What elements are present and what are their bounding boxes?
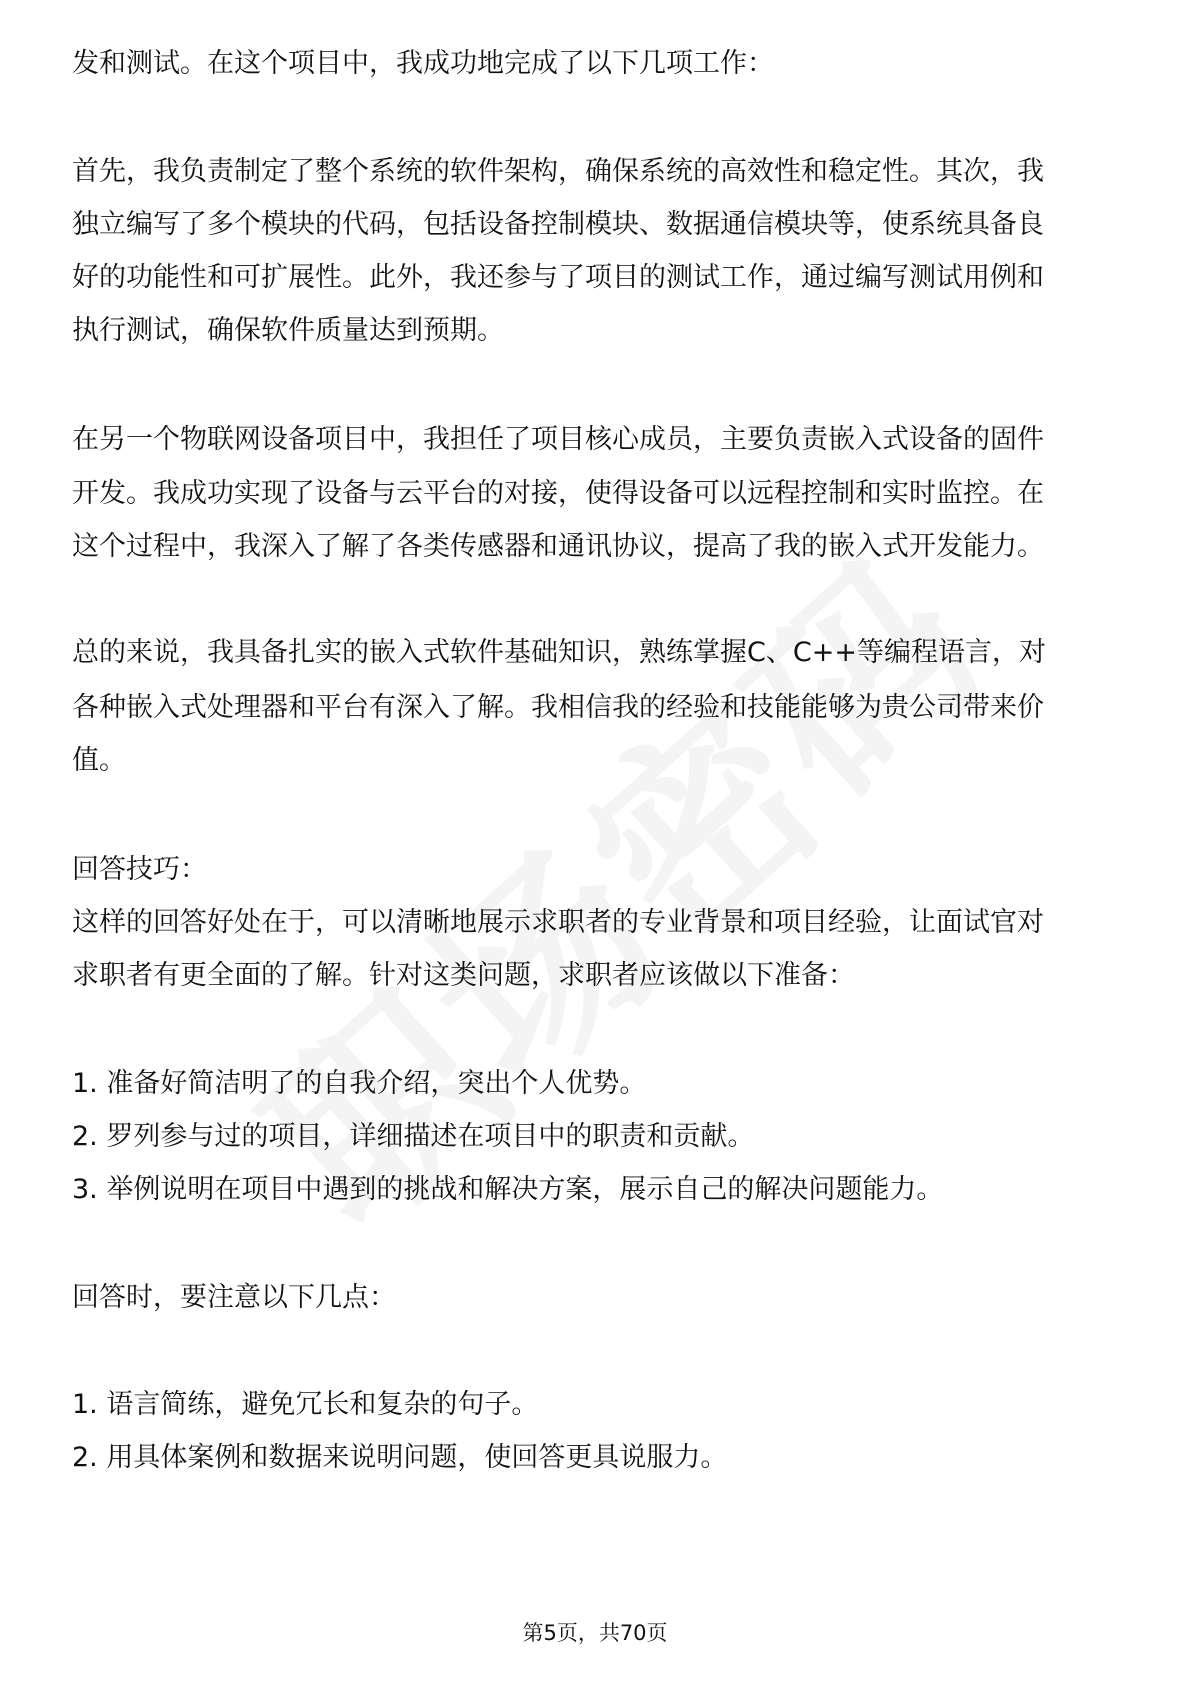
- list-item: 2. 罗列参与过的项目，详细描述在项目中的职责和贡献。: [72, 1121, 755, 1152]
- text-line: 好的功能性和可扩展性。此外，我还参与了项目的测试工作，通过编写测试用例和: [72, 262, 1044, 293]
- list-item: 3. 举例说明在项目中遇到的挑战和解决方案，展示自己的解决问题能力。: [72, 1174, 944, 1205]
- page-number: 第5页，共70页: [522, 1621, 668, 1645]
- text-line: 这样的回答好处在于，可以清晰地展示求职者的专业背景和项目经验，让面试官对: [72, 907, 1044, 938]
- text-line: 独立编写了多个模块的代码，包括设备控制模块、数据通信模块等，使系统具备良: [72, 209, 1044, 240]
- text-line: 求职者有更全面的了解。针对这类问题，求职者应该做以下准备：: [72, 960, 855, 991]
- text-line: 首先，我负责制定了整个系统的软件架构，确保系统的高效性和稳定性。其次，我: [72, 156, 1044, 187]
- text-line: 发和测试。在这个项目中，我成功地完成了以下几项工作：: [72, 48, 774, 79]
- list-item: 2. 用具体案例和数据来说明问题，使回答更具说服力。: [72, 1442, 728, 1473]
- text-line: 在另一个物联网设备项目中，我担任了项目核心成员，主要负责嵌入式设备的固件: [72, 424, 1044, 455]
- section-heading: 回答技巧：: [72, 854, 207, 885]
- text-line: 回答时，要注意以下几点：: [72, 1282, 396, 1313]
- text-line: 执行测试，确保软件质量达到预期。: [72, 315, 504, 346]
- text-line: 各种嵌入式处理器和平台有深入了解。我相信我的经验和技能能够为贵公司带来价: [72, 692, 1044, 723]
- text-line: 开发。我成功实现了设备与云平台的对接，使得设备可以远程控制和实时监控。在: [72, 478, 1044, 509]
- list-item: 1. 准备好简洁明了的自我介绍，突出个人优势。: [72, 1068, 647, 1099]
- list-item: 1. 语言简练，避免冗长和复杂的句子。: [72, 1389, 539, 1420]
- text-line: 这个过程中，我深入了解了各类传感器和通讯协议，提高了我的嵌入式开发能力。: [72, 531, 1044, 562]
- text-line: 总的来说，我具备扎实的嵌入式软件基础知识，熟练掌握C、C++等编程语言，对: [72, 637, 1046, 668]
- text-line: 值。: [72, 745, 126, 776]
